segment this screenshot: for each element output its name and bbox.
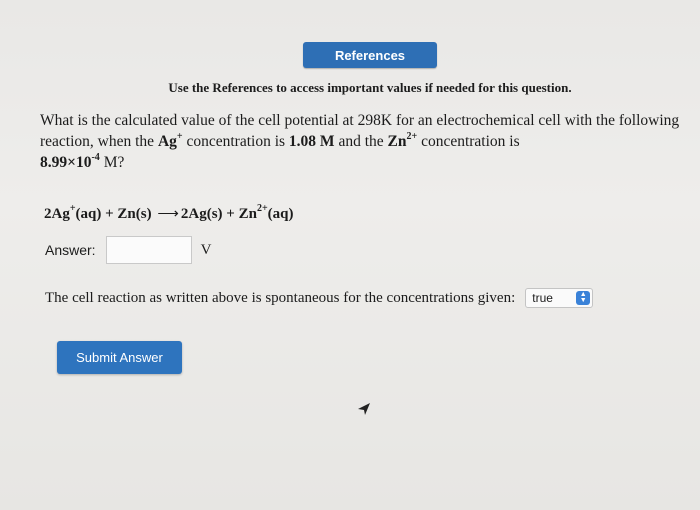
ion-zn: $Zn^{2+}$ <box>387 130 418 150</box>
ag-concentration: 1.08 M <box>288 133 335 150</box>
answer-label: Answer: <box>45 242 96 258</box>
references-button[interactable]: References <box>303 42 437 68</box>
select-arrows-icon: ▲ ▼ <box>576 291 590 305</box>
temperature-value: 298K <box>357 112 393 129</box>
reaction-equation: 2Ag+(aq) + Zn(s) ⟶ $2Ag(s) + Zn^{2+}(aq)$ <box>44 203 294 222</box>
answer-unit: V <box>200 241 212 258</box>
reaction-arrow-icon: ⟶ <box>157 206 179 222</box>
answer-row <box>45 234 211 266</box>
spontaneous-selected-value: true <box>532 291 553 305</box>
zn-concentration: $8.99\times 10^{-4}$ <box>40 151 100 171</box>
question-part: and the <box>334 133 388 150</box>
ion-ag: Ag+ <box>157 130 183 150</box>
question-part: concentration is <box>182 133 289 150</box>
question-part: concentration is <box>417 133 520 150</box>
mouse-cursor-icon <box>356 400 372 416</box>
question-part: M? <box>99 154 125 171</box>
instructions-text: Use the References to access important values if needed for this question. <box>168 80 572 95</box>
spontaneous-select[interactable] <box>525 288 593 308</box>
spontaneous-text: The cell reaction as written above is spontaneous for the concentrations given: <box>45 289 516 306</box>
answer-input[interactable] <box>106 236 192 264</box>
submit-answer-button[interactable]: Submit Answer <box>57 341 182 374</box>
spontaneous-row <box>45 288 593 308</box>
question-part: What is the calculated value of the cell potential at <box>40 112 358 129</box>
question-text <box>40 110 680 173</box>
question-part: for an electrochemical cell with the following reaction, when the <box>40 112 680 150</box>
